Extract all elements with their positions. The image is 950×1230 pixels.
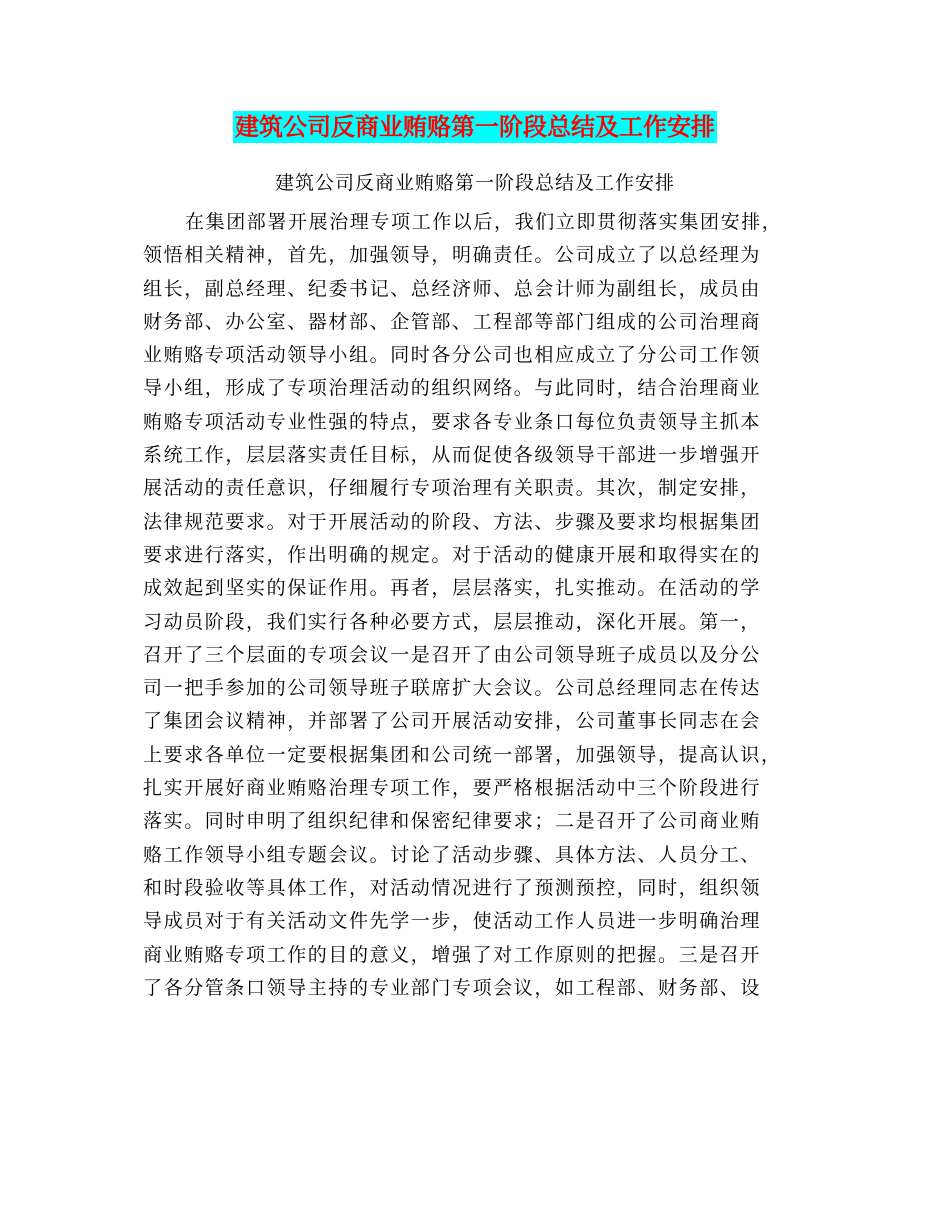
body-line: 要求进行落实，作出明确的规定。对于活动的健康开展和取得实在的	[143, 543, 762, 566]
body-line: 贿赂专项活动专业性强的特点，要求各专业条口每位负责领导主抓本	[143, 410, 762, 433]
document-body	[143, 206, 807, 1005]
body-line: 和时段验收等具体工作，对活动情况进行了预测预控，同时，组织领	[143, 876, 762, 899]
body-line: 扎实开展好商业贿赂治理专项工作，要严格根据活动中三个阶段进行	[143, 777, 762, 800]
body-line: 成效起到坚实的保证作用。再者，层层落实，扎实推动。在活动的学	[143, 577, 762, 600]
body-line: 习动员阶段，我们实行各种必要方式，层层推动，深化开展。第一，	[143, 610, 762, 633]
body-line: 业贿赂专项活动领导小组。同时各分公司也相应成立了分公司工作领	[143, 344, 762, 367]
body-line: 商业贿赂专项工作的目的意义，增强了对工作原则的把握。三是召开	[143, 943, 762, 966]
body-line: 法律规范要求。对于开展活动的阶段、方法、步骤及要求均根据集团	[143, 510, 762, 533]
body-line: 落实。同时申明了组织纪律和保密纪律要求；二是召开了公司商业贿	[143, 810, 762, 833]
body-line: 展活动的责任意识，仔细履行专项治理有关职责。其次，制定安排，	[143, 477, 762, 500]
body-line: 了各分管条口领导主持的专业部门专项会议，如工程部、财务部、设	[143, 976, 762, 999]
body-line: 组长，副总经理、纪委书记、总经济师、总会计师为副组长，成员由	[143, 277, 762, 300]
body-line: 领悟相关精神，首先，加强领导，明确责任。公司成立了以总经理为	[143, 244, 762, 267]
body-line: 司一把手参加的公司领导班子联席扩大会议。公司总经理同志在传达	[143, 677, 762, 700]
body-line: 召开了三个层面的专项会议一是召开了由公司领导班子成员以及分公	[143, 643, 762, 666]
body-line: 导成员对于有关活动文件先学一步，使活动工作人员进一步明确治理	[143, 910, 762, 933]
body-line: 导小组，形成了专项治理活动的组织网络。与此同时，结合治理商业	[143, 377, 762, 400]
body-line: 在集团部署开展治理专项工作以后，我们立即贯彻落实集团安排，	[185, 211, 783, 233]
body-line: 财务部、办公室、器材部、企管部、工程部等部门组成的公司治理商	[143, 310, 762, 333]
document-subtitle: 建筑公司反商业贿赂第一阶段总结及工作安排	[274, 172, 675, 194]
document-title: 建筑公司反商业贿赂第一阶段总结及工作安排	[235, 112, 715, 141]
body-line: 上要求各单位一定要根据集团和公司统一部署，加强领导，提高认识，	[143, 743, 782, 766]
title-container	[0, 111, 950, 143]
body-line: 赂工作领导小组专题会议。讨论了活动步骤、具体方法、人员分工、	[143, 843, 762, 866]
body-line: 系统工作，层层落实责任目标，从而促使各级领导干部进一步增强开	[143, 444, 762, 467]
body-line: 了集团会议精神，并部署了公司开展活动安排，公司董事长同志在会	[143, 710, 762, 733]
